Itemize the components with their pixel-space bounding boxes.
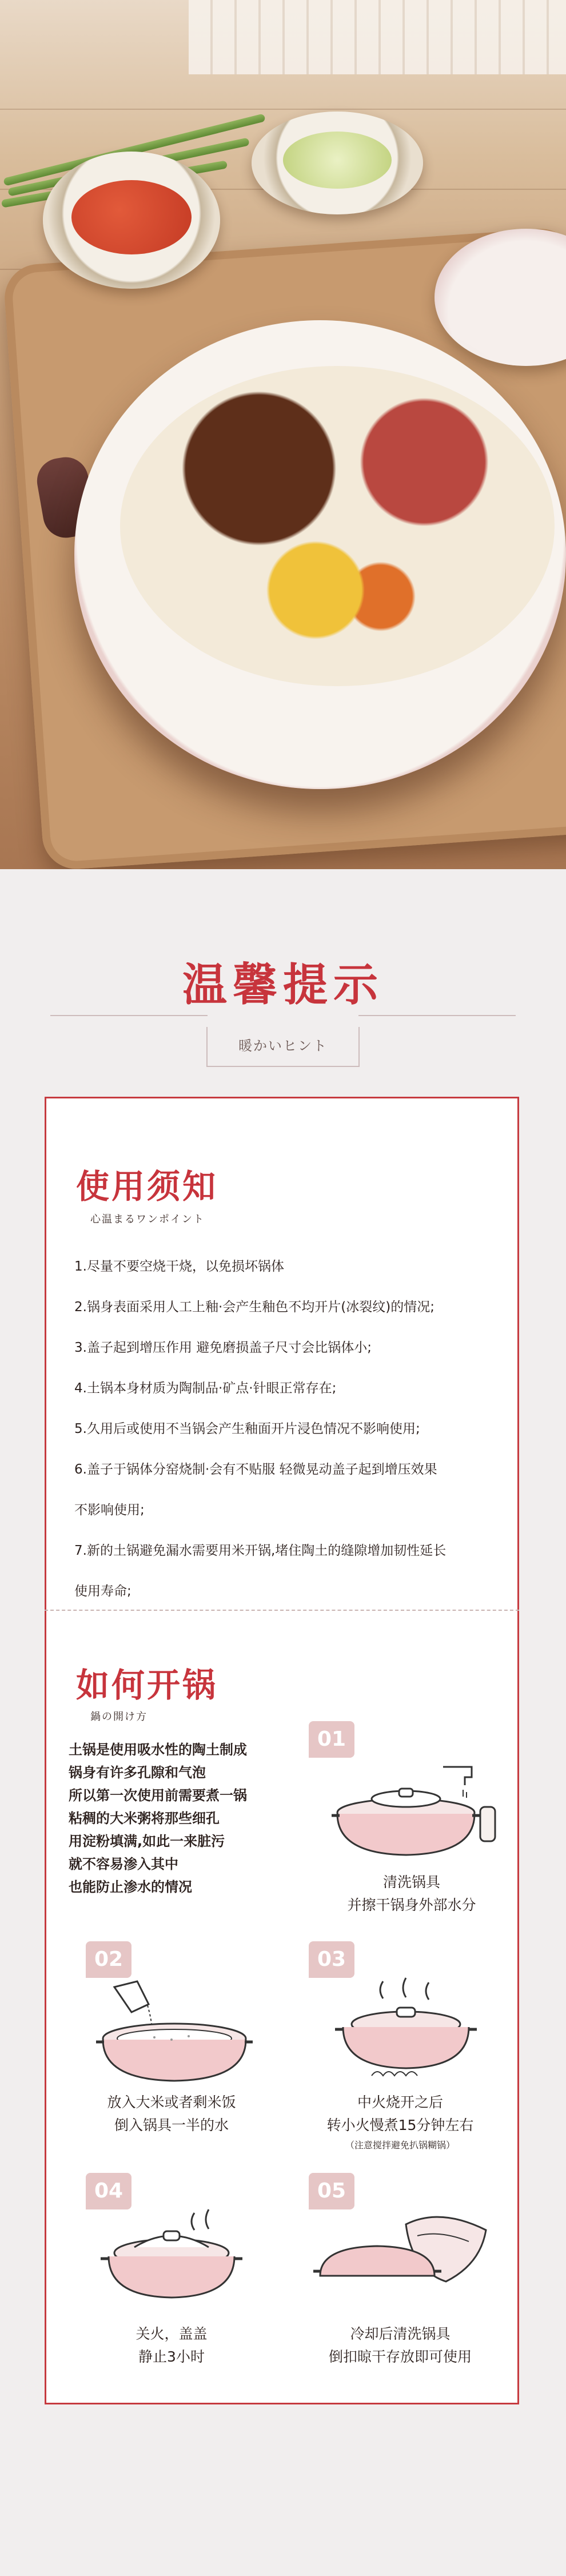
washing-pot-icon (320, 1750, 509, 1870)
open-pot-title: 如何开锅 (76, 1667, 218, 1704)
rule-item: 3.盖子起到增压作用 避免磨损盖子尺寸会比锅体小; (74, 1340, 372, 1355)
step-number: 02 (86, 1941, 131, 1978)
step-number: 03 (309, 1941, 354, 1978)
rule-item: 不影响使用; (74, 1503, 145, 1518)
intro-line: 粘稠的大米粥将那些细孔 (69, 1810, 220, 1826)
tips-header (0, 949, 566, 1054)
step-number: 05 (309, 2173, 354, 2209)
rule-item: 5.久用后或使用不当锅会产生釉面开片浸色情况不影响使用; (74, 1422, 420, 1436)
hero-photo (0, 0, 566, 869)
usage-title: 使用须知 (76, 1168, 218, 1205)
background-window (189, 0, 566, 74)
step-04 (69, 2173, 274, 2365)
section-divider (45, 1610, 519, 1611)
step-05 (297, 2173, 503, 2365)
step-caption: 倒扣晾干存放即可使用 (328, 2348, 472, 2365)
intro-line: 所以第一次使用前需要煮一锅 (69, 1787, 247, 1803)
tips-divider-right (358, 1015, 516, 1016)
step-caption: 关火，盖盖 (135, 2326, 208, 2342)
rule-item: 4.土锅本身材质为陶制品·矿点·针眼正常存在; (74, 1381, 337, 1396)
step-caption: 放入大米或者剩米饭 (107, 2094, 236, 2111)
step-caption: 转小火慢煮15分钟左右 (326, 2117, 474, 2133)
cabbage-bowl (252, 112, 423, 214)
step-note: （注意搅拌避免扒锅糊锅） (345, 2140, 455, 2151)
usage-subtitle: 心温まるワンポイント (90, 1213, 205, 1225)
rule-item: 使用寿命; (74, 1584, 131, 1599)
step-caption: 中火烧开之后 (357, 2094, 443, 2111)
rule-item: 6.盖子于锅体分窑烧制·会有不贴服 轻微晃动盖子起到增压效果 (74, 1462, 437, 1477)
rule-item: 2.锅身表面采用人工上釉·会产生釉色不均开片(冰裂纹)的情况; (74, 1300, 435, 1315)
open-pot-subtitle: 鍋の開け方 (90, 1711, 148, 1723)
tips-divider-left (50, 1015, 208, 1016)
simmering-pot-icon (309, 1970, 497, 2090)
step-caption: 倒入锅具一半的水 (114, 2117, 229, 2133)
rule-item: 1.尽量不要空烧干烧，以免损坏锅体 (74, 1259, 284, 1274)
tips-subtitle: 暖かいヒント (206, 1027, 360, 1067)
covered-pot-icon (80, 2201, 269, 2322)
step-03 (297, 1941, 503, 2151)
tips-title: 温馨提示 (182, 960, 384, 1010)
step-caption: 静止3小时 (138, 2348, 205, 2365)
intro-line: 也能防止渗水的情况 (69, 1879, 192, 1895)
intro-line: 锅身有许多孔隙和气泡 (69, 1765, 206, 1781)
kimchi-bowl (43, 152, 220, 289)
intro-line: 用淀粉填满,如此一来脏污 (69, 1833, 225, 1849)
usage-rules (74, 1247, 549, 1612)
step-01 (309, 1721, 515, 1916)
open-pot-intro (69, 1738, 309, 1898)
adding-rice-icon (80, 1970, 269, 2090)
step-caption: 清洗锅具 (382, 1874, 440, 1890)
intro-line: 土锅是使用吸水性的陶土制成 (69, 1742, 247, 1758)
step-number: 01 (309, 1721, 354, 1758)
step-number: 04 (86, 2173, 131, 2209)
rice-dish (120, 366, 555, 686)
step-caption: 冷却后清洗锅具 (350, 2326, 451, 2342)
intro-line: 就不容易渗入其中 (69, 1856, 178, 1872)
step-caption: 并擦干锅身外部水分 (347, 1897, 476, 1913)
step-02 (69, 1941, 274, 2133)
drying-pot-icon (309, 2201, 497, 2322)
rule-item: 7.新的土锅避免漏水需要用米开锅,堵住陶土的缝隙增加韧性延长 (74, 1543, 447, 1558)
